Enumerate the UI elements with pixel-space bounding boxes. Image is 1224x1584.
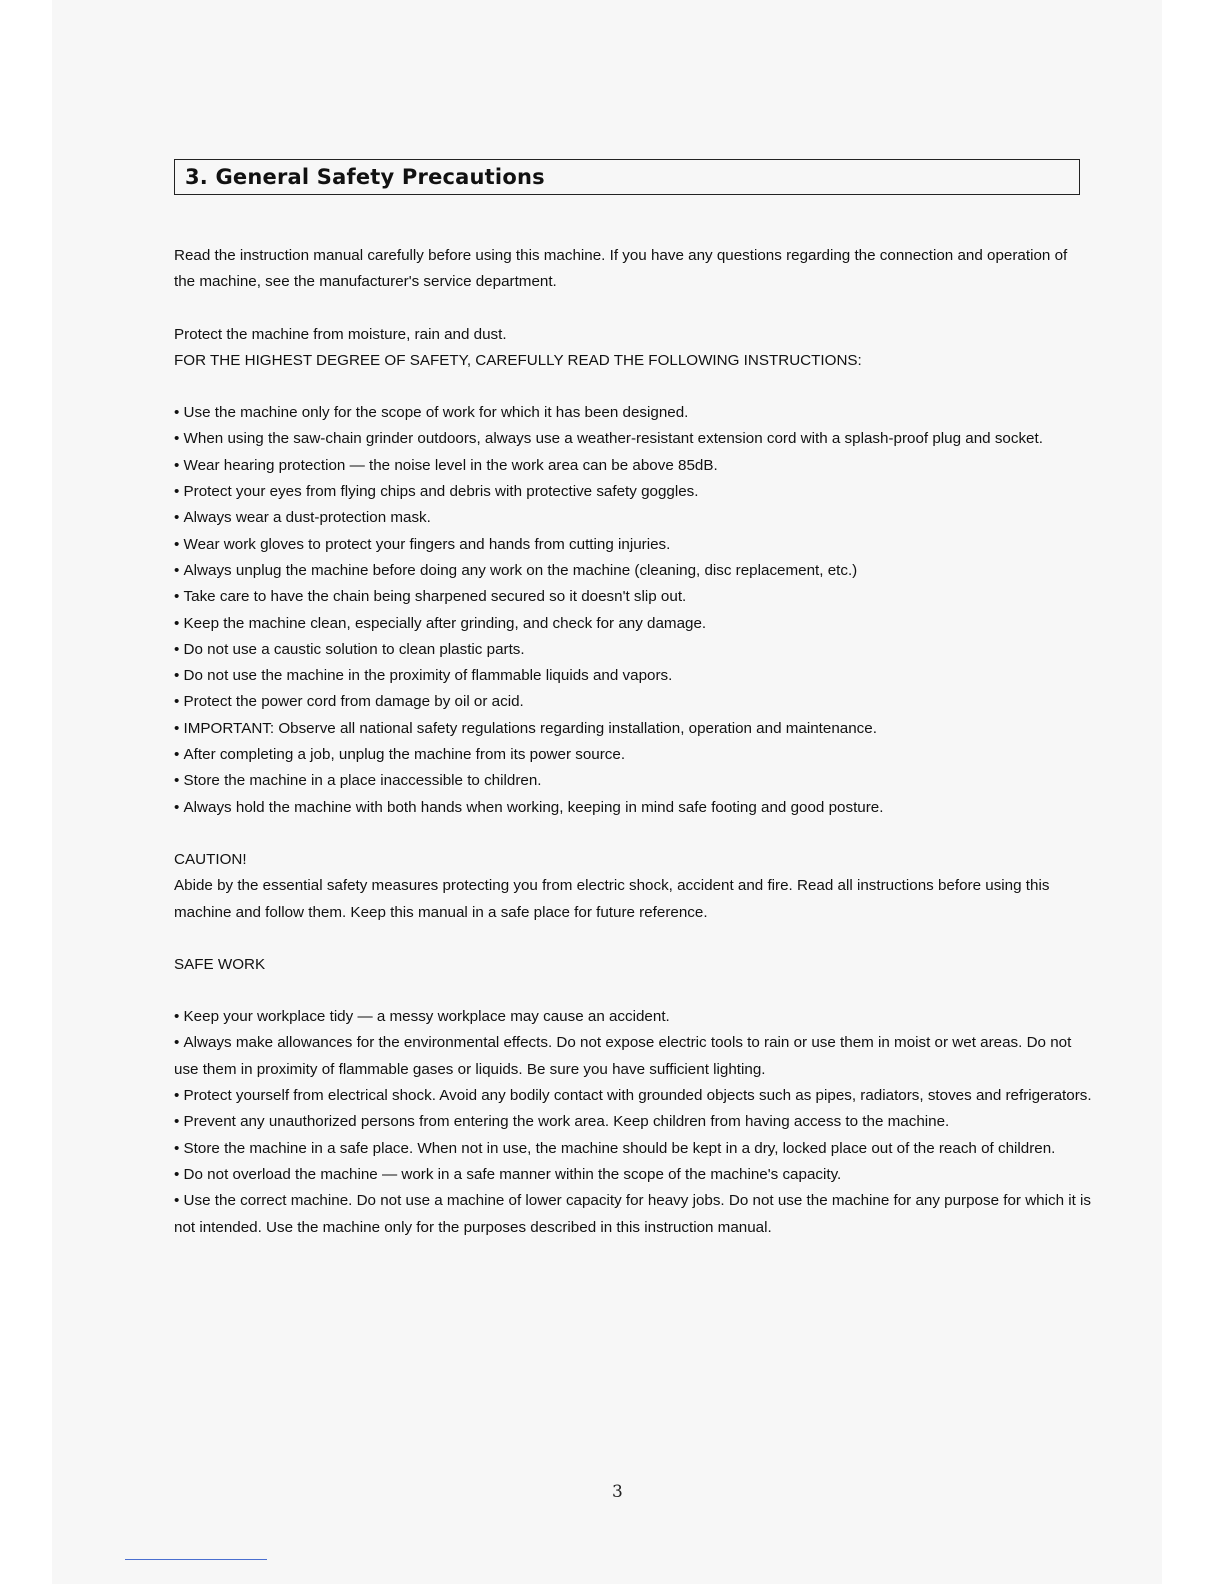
list-item: • Always unplug the machine before doing any work on the machine (cleaning, disc replacement, etc.) bbox=[174, 558, 1092, 584]
list-item: • Protect yourself from electrical shock. Avoid any bodily contact with grounded objects such as pipes, radiators, stoves and refrigerators. bbox=[174, 1083, 1092, 1109]
safe-work-list bbox=[174, 1004, 1092, 1241]
list-item: • Wear hearing protection — the noise level in the work area can be above 85dB. bbox=[174, 453, 1092, 479]
caution-heading: CAUTION! bbox=[174, 850, 247, 868]
list-item: • After completing a job, unplug the machine from its power source. bbox=[174, 742, 1092, 768]
safe-work-heading: SAFE WORK bbox=[174, 955, 266, 973]
caution-text: Abide by the essential safety measures protecting you from electric shock, accident and fire. Read all instructions before using this machine and follow them. Keep this manual in a safe place for future reference. bbox=[174, 877, 1050, 921]
list-item: • Keep your workplace tidy — a messy workplace may cause an accident. bbox=[174, 1004, 1092, 1030]
list-item: • Protect your eyes from flying chips and debris with protective safety goggles. bbox=[174, 479, 1092, 505]
list-item: • Always hold the machine with both hands when working, keeping in mind safe footing and good posture. bbox=[174, 795, 1092, 821]
list-item: • Do not use the machine in the proximity of flammable liquids and vapors. bbox=[174, 663, 1092, 689]
list-item: • Store the machine in a safe place. When not in use, the machine should be kept in a dry, locked place out of the reach of children. bbox=[174, 1136, 1092, 1162]
list-item: • Do not use a caustic solution to clean plastic parts. bbox=[174, 637, 1092, 663]
list-item: • Protect the power cord from damage by oil or acid. bbox=[174, 689, 1092, 715]
list-item: • Wear work gloves to protect your fingers and hands from cutting injuries. bbox=[174, 532, 1092, 558]
instructions-list bbox=[174, 400, 1092, 821]
moisture-note: Protect the machine from moisture, rain and dust. bbox=[174, 325, 507, 343]
list-item: • Always make allowances for the environmental effects. Do not expose electric tools to rain or use them in moist or wet areas. Do not use them in proximity of flammable gases or liquids. Be sure you have sufficient lighting. bbox=[174, 1030, 1092, 1083]
page-number: 3 bbox=[612, 1482, 623, 1502]
section-title: 3. General Safety Precautions bbox=[185, 165, 545, 189]
page-content bbox=[174, 159, 1092, 1241]
intro-paragraph: Read the instruction manual carefully before using this machine. If you have any questions regarding the connection and operation of the machine, see the manufacturer's service department. bbox=[174, 247, 1068, 291]
list-item: • Do not overload the machine — work in a safe manner within the scope of the machine's capacity. bbox=[174, 1162, 1092, 1188]
list-item: • Store the machine in a place inaccessible to children. bbox=[174, 768, 1092, 794]
list-item: • When using the saw-chain grinder outdoors, always use a weather-resistant extension cord with a splash-proof plug and socket. bbox=[174, 426, 1092, 452]
list-item: • Take care to have the chain being sharpened secured so it doesn't slip out. bbox=[174, 584, 1092, 610]
list-item: • Use the machine only for the scope of work for which it has been designed. bbox=[174, 400, 1092, 426]
list-item: • Use the correct machine. Do not use a machine of lower capacity for heavy jobs. Do not use the machine for any purpose for which it is not intended. Use the machine only for the purposes described in this instruction manual. bbox=[174, 1188, 1092, 1241]
list-item: • Prevent any unauthorized persons from entering the work area. Keep children from having access to the machine. bbox=[174, 1109, 1092, 1135]
list-item: • Always wear a dust-protection mask. bbox=[174, 505, 1092, 531]
list-item: • Keep the machine clean, especially after grinding, and check for any damage. bbox=[174, 611, 1092, 637]
section-header-box bbox=[174, 159, 1080, 195]
instructions-heading: FOR THE HIGHEST DEGREE OF SAFETY, CAREFULLY READ THE FOLLOWING INSTRUCTIONS: bbox=[174, 351, 862, 369]
list-item: • IMPORTANT: Observe all national safety regulations regarding installation, operation and maintenance. bbox=[174, 716, 1092, 742]
footer-rule bbox=[125, 1559, 267, 1560]
